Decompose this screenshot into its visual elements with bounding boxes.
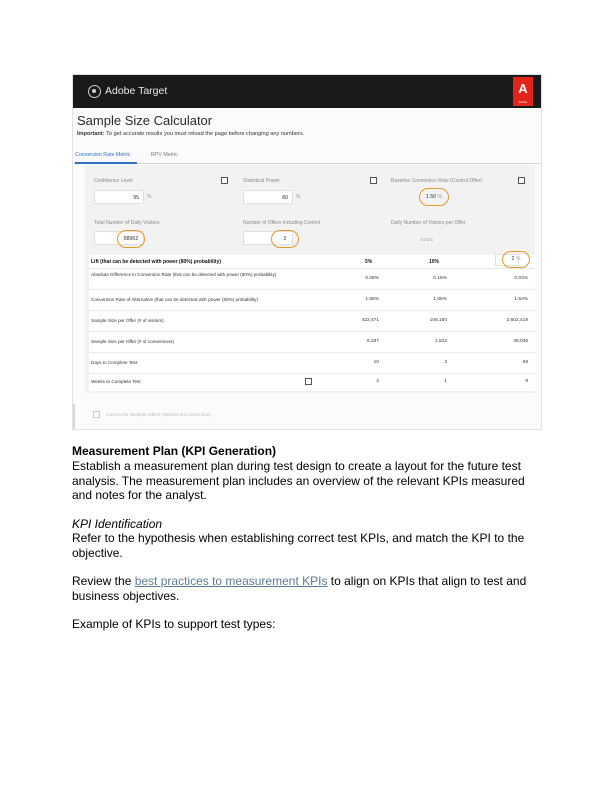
cell-value: 2 [376,379,379,384]
daily-visitors-label: Total Number of Daily Visitors [94,220,160,226]
row-label: Conversion Rate of Alternative (that can be detected with power (80%) probability) [91,297,258,302]
confidence-level-label: Confidence Level [94,178,133,184]
visitors-per-offer-label: Daily Number of Visitors per Offer [391,220,466,226]
tab-bar [73,149,541,164]
row-label: Sample Size per Offer (# of conversions) [91,339,174,344]
app-brand: Adobe Target [105,85,168,97]
table-row [89,269,535,290]
tab-conversion-rate-metric[interactable]: Conversion Rate Metric [75,152,131,158]
cell-value: 422,471 [361,318,379,323]
page-title: Sample Size Calculator [77,113,213,128]
cell-value: 3 [444,360,447,365]
confidence-level-input[interactable]: 95 [94,190,144,204]
statistical-power-input[interactable]: 80 [243,190,293,204]
adobe-logo-icon: A Adobe [513,77,533,106]
baseline-rate-input-highlighted[interactable]: 1.50 % [419,188,449,206]
column-header: 10% [429,259,440,265]
section-heading: Measurement Plan (KPI Generation) [72,444,277,458]
column-header: 5% [365,259,373,265]
bonferroni-checkbox[interactable] [93,411,100,418]
num-offers-input-highlighted[interactable]: 2 [271,230,299,248]
results-table [89,255,535,391]
statistical-power-checkbox[interactable] [370,177,377,184]
confidence-level-unit: % [147,194,152,200]
paragraph-example: Example of KPIs to support test types: [72,617,276,631]
table-row [89,353,535,374]
cell-value: 1 [444,379,447,384]
daily-visitors-input-highlighted[interactable]: 88962 [117,230,145,248]
cell-value: 0.15% [433,276,447,281]
statistical-power-label: Statistical Power [243,178,280,184]
cell-value: 1,622 [434,339,447,344]
app-header [73,75,541,108]
cell-value: 9 [525,379,528,384]
row-label: Weeks to Complete Test [91,379,141,384]
paragraph-review: Review the best practices to measurement KPIs to align on KPIs that align to test and business objectives. [72,574,527,603]
adobe-target-logo-icon [88,85,101,98]
row-label: Absolute Difference in Conversion Rate (that can be detected with power (80%) probability) [91,272,277,277]
cell-value: 108,150 [429,318,447,323]
table-header [89,255,535,269]
cell-value: 10 [373,360,379,365]
tab-rpv-metric[interactable]: RPV Metric [151,152,178,158]
cell-value: 2,602,419 [506,318,528,323]
statistical-power-unit: % [296,194,301,200]
side-strip [73,404,75,430]
important-note: Important: To get accurate results you must reload the page before changing any numbers. [77,131,305,137]
table-row [89,332,535,353]
cell-value: 6,337 [366,339,379,344]
cell-value: 0.08% [365,276,379,281]
visitors-per-offer-value: 44481 [420,238,434,243]
lift-header-label: Lift (that can be detected with power (80%) probability) [91,259,222,265]
custom-lift-input-highlighted[interactable]: 2 % [502,251,530,268]
row-label: Days to Complete Test [91,360,138,365]
cell-value: 59 [522,360,528,365]
table-row [89,290,535,311]
paragraph-measurement-plan: Establish a measurement plan during test design to create a layout for the future test analysis. The measurement plan includes an overview of the relevant KPIs measured and notes for the analyst. [72,459,525,503]
cell-value: 1.58% [365,297,379,302]
weeks-checkbox[interactable] [305,378,312,385]
paragraph-hypothesis: Refer to the hypothesis when establishing correct test KPIs, and match the KPI to the objective. [72,531,525,560]
best-practices-link[interactable]: best practices to measurement KPIs [134,574,328,588]
cell-value: 0.03% [514,276,528,281]
cell-value: 1.65% [433,297,447,302]
active-tab-indicator [75,162,137,164]
row-label: Sample Size per Offer (# of visitors) [91,318,164,323]
confidence-level-checkbox[interactable] [221,177,228,184]
baseline-rate-checkbox[interactable] [518,177,525,184]
num-offers-label: Number of Offers Including Control [243,220,321,226]
cell-value: 1.53% [514,297,528,302]
bonferroni-option[interactable]: Correct for Multiple Offers (Bonferroni Correction) [93,411,211,418]
calculator-panel [85,165,535,393]
subheading-kpi-identification: KPI Identification [72,517,163,531]
table-row [89,374,535,390]
baseline-rate-label: Baseline Conversion Rate (Control Offer) [391,178,483,184]
calculator-screenshot [72,74,542,430]
cell-value: 39,036 [513,339,528,344]
table-row [89,311,535,332]
